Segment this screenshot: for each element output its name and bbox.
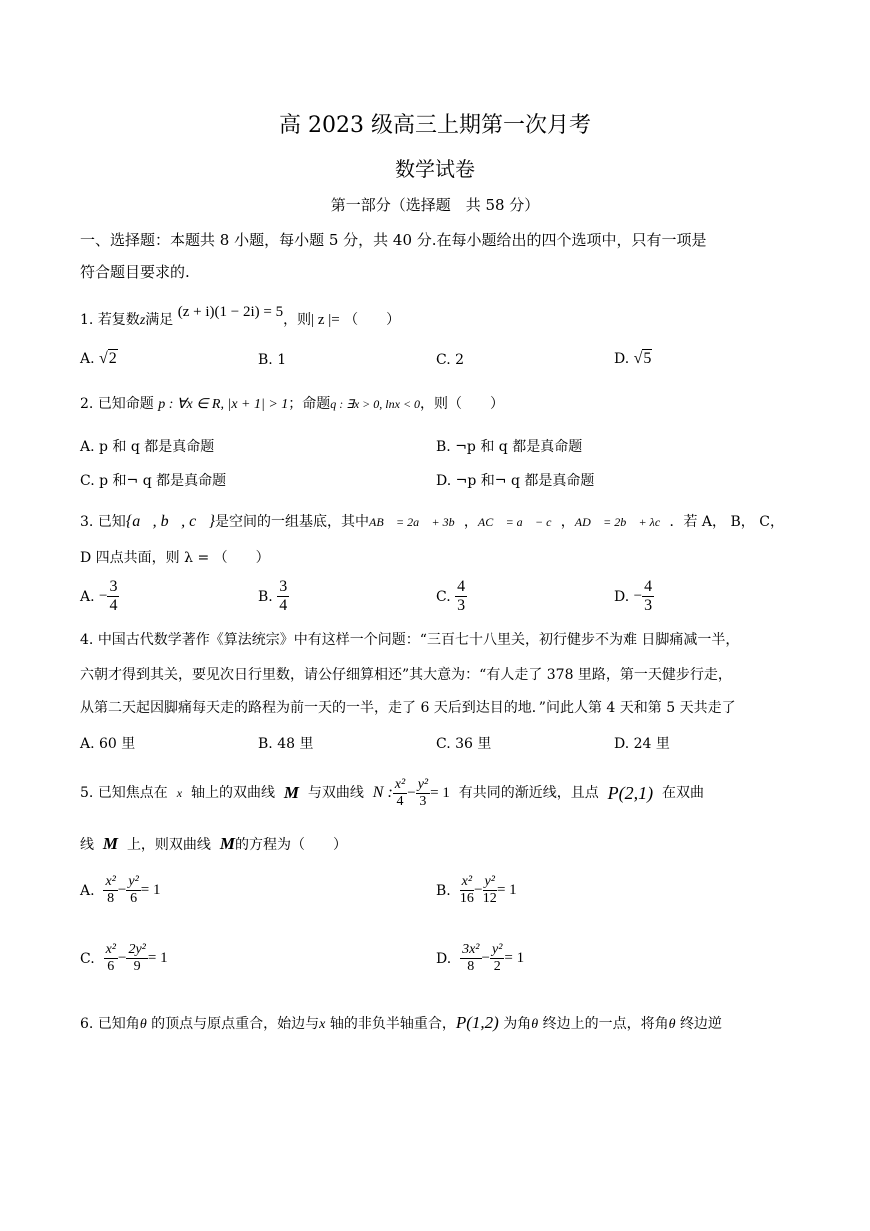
q3-option-a[interactable]: A. − $\frac{3}{4}$	[80, 578, 118, 614]
question-6-line-1: 6. 已知角θ 的顶点与原点重合，始边与x 轴的非负半轴重合，P(1,2) 为角θ 终边上的一点，将角θ 终边逆	[80, 1013, 722, 1032]
q4-option-c[interactable]: C. 36 里	[436, 736, 492, 752]
question-1: 1. 若复数z满足 (z + i)(1 − 2i) = 5，则| z |= （ ）	[80, 304, 401, 328]
instructions-line-1: 一、选择题：本题共 8 小题，每小题 5 分，共 40 分.在每小题给出的四个选项中，只有一项是	[80, 231, 707, 249]
exam-subtitle: 数学试卷	[395, 157, 475, 181]
section-heading: 第一部分（选择题 共 58 分）	[330, 196, 540, 214]
q3-option-c[interactable]: C. $\frac{4}{3}$	[436, 578, 466, 614]
q4-option-b[interactable]: B. 48 里	[258, 736, 314, 752]
q4-option-d[interactable]: D. 24 里	[614, 736, 670, 752]
q1-option-a[interactable]: A. √2	[80, 350, 117, 367]
q5-option-d[interactable]: D. $\frac{\text{3x²}}{8}$ − $\frac{\text{y²}}{2}$ = 1	[436, 942, 525, 974]
exam-title: 高 2023 级高三上期第一次月考	[279, 113, 591, 138]
question-4-line-2: 六朝才得到其关，要见次日行里数，请公仔细算相还”其大意为：“有人走了 378 里路，第一天健步行走，	[80, 667, 732, 683]
q2-option-b[interactable]: B. ¬p 和 q 都是真命题	[436, 439, 583, 455]
question-2: 2. 已知命题 p : ∀x ∈ R, |x + 1| > 1；命题q : ∃x > 0, lnx < 0，则（ ）	[80, 396, 505, 412]
q5-option-a[interactable]: A. $\frac{\text{x²}}{8}$ − $\frac{\text{y²}}{6}$ = 1	[80, 874, 161, 906]
q2-option-d[interactable]: D. ¬p 和¬ q 都是真命题	[436, 473, 595, 489]
question-4-line-3: 从第二天起因脚痛每天走的路程为前一天的一半，走了 6 天后到达目的地．”问此人第 4 天和第 5 天共走了	[80, 700, 736, 716]
q3-option-d[interactable]: D. − $\frac{4}{3}$	[614, 578, 653, 614]
question-3-line-2: D 四点共面，则 λ = （ ）	[80, 550, 270, 566]
question-5-line-1: 5. 已知焦点在 x 轴上的双曲线 M 与双曲线 N : $\frac{\text{x²}}{4}$ − $\frac{\text{y²}}{3}$ = 1 有共同的渐近线，且点 P(2,1) 在双曲	[80, 776, 705, 809]
q1-option-b[interactable]: B. 1	[258, 352, 287, 368]
q1-option-c[interactable]: C. 2	[436, 352, 465, 368]
instructions-line-2: 符合题目要求的.	[80, 263, 190, 281]
q3-option-b[interactable]: B. $\frac{3}{4}$	[258, 578, 288, 614]
q4-option-a[interactable]: A. 60 里	[80, 736, 136, 752]
question-3-line-1: 3. 已知{a⃗, b⃗, c⃗}是空间的一组基底，其中AB⃗ = 2a⃗ + 3b⃗，AC⃗ = a⃗ − c⃗，AD⃗ = 2b⃗ + λc⃗．若 A， B， C，	[80, 513, 784, 530]
question-4-line-1: 4. 中国古代数学著作《算法统宗》中有这样一个问题：“三百七十八里关，初行健步不为难 日脚痛减一半，	[80, 632, 740, 648]
q2-option-c[interactable]: C. p 和¬ q 都是真命题	[80, 473, 227, 489]
q5-option-b[interactable]: B. $\frac{\text{x²}}{16}$ − $\frac{\text{y²}}{12}$ = 1	[436, 874, 517, 906]
q2-option-a[interactable]: A. p 和 q 都是真命题	[80, 439, 215, 455]
q1-option-d[interactable]: D. √5	[614, 350, 652, 367]
question-5-line-2: 线 M 上，则双曲线 M的方程为（ ）	[80, 834, 347, 853]
q5-option-c[interactable]: C. $\frac{\text{x²}}{6}$ − $\frac{\text{2y²}}{9}$ = 1	[80, 942, 168, 974]
